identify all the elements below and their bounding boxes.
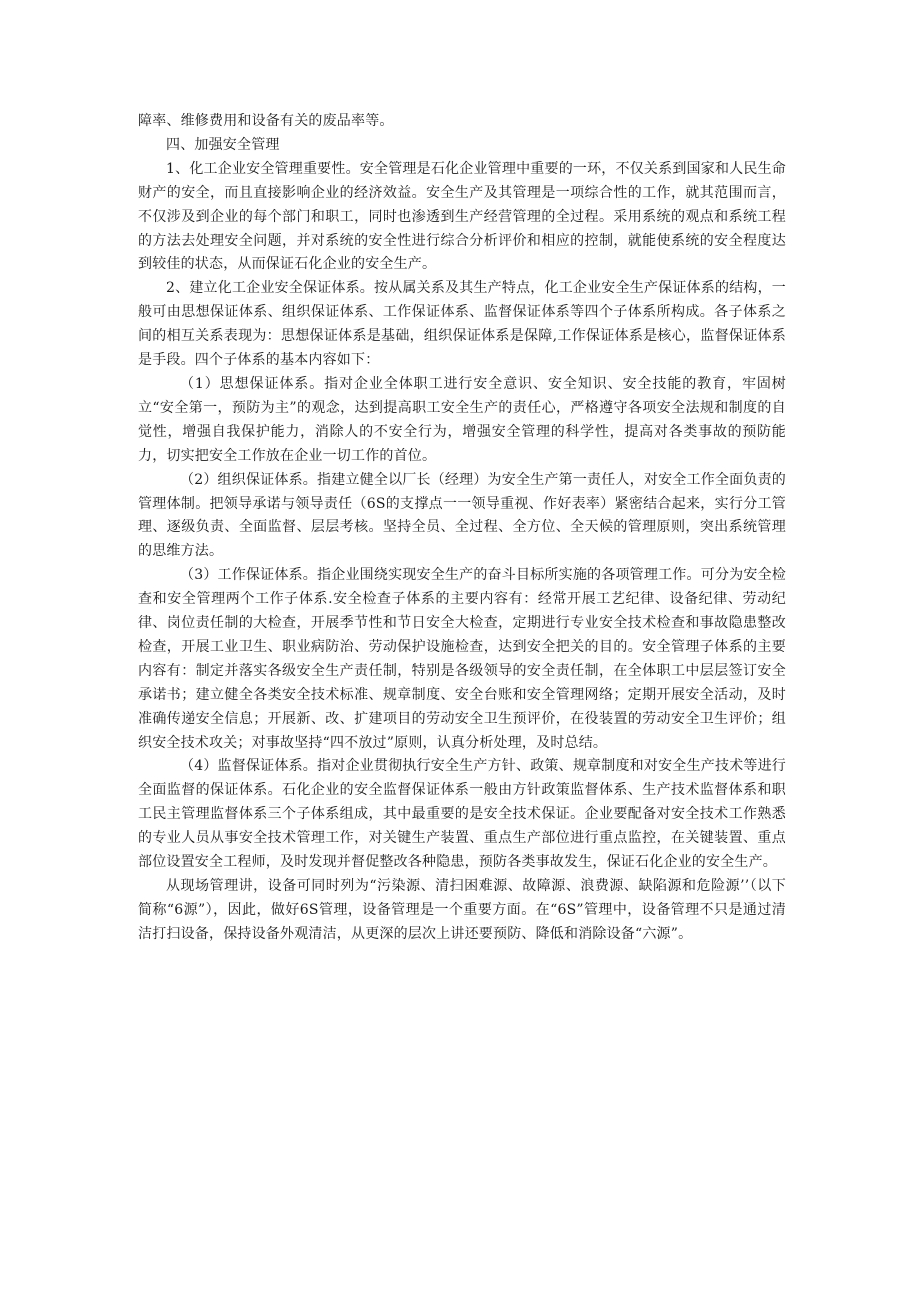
- paragraph-organizational-assurance: （2）组织保证体系。指建立健全以厂长（经理）为安全生产第一责任人，对安全工作全面负责的管理体制。把领导承诺与领导责任（6S的支撑点一一领导重视、作好表率）紧密结合起来，实行分工管理、逐级负责、全面监督、层层考核。坚持全员、全过程、全方位、全天候的管理原则，突出系统管理的思维方法。: [138, 471, 786, 560]
- document-body: [138, 110, 786, 947]
- paragraph-work-assurance: （3）工作保证体系。指企业围绕实现安全生产的奋斗目标所实施的各项管理工作。可分为安全检查和安全管理两个工作子体系.安全检查子体系的主要内容有：经常开展工艺纪律、设备纪律、劳动纪律、岗位责任制的大检查，开展季节性和节日安全大检查，定期进行专业安全技术检查和事故隐患整改检查，开展工业卫生、职业病防治、劳动保护设施检查，达到安全把关的目的。安全管理子体系的主要内容有：制定并落实各级安全生产责任制，特别是各级领导的安全责任制，在全体职工中层层签订安全承诺书；建立健全各类安全技术标准、规章制度、安全台账和安全管理网络；定期开展安全活动，及时准确传递安全信息；开展新、改、扩建项目的劳动安全卫生预评价，在役装置的劳动安全卫生评价；组织安全技术攻关；对事故坚持“四不放过”原则，认真分析处理，及时总结。: [138, 567, 786, 751]
- paragraph-supervision-assurance: （4）监督保证体系。指对企业贯彻执行安全生产方针、政策、规章制度和对安全生产技术等进行全面监督的保证体系。石化企业的安全监督保证体系一般由方针政策监督体系、生产技术监督体系和职工民主管理监督体系三个子体系组成，其中最重要的是安全技术保证。企业要配备对安全技术工作熟悉的专业人员从事安全技术管理工作，对关键生产装置、重点生产部位进行重点监控，在关键装置、重点部位设置安全工程师，及时发现并督促整改各种隐患，预防各类事故发生，保证石化企业的安全生产。: [138, 758, 786, 871]
- paragraph-continuation: 障率、维修费用和设备有关的废品率等。: [138, 113, 394, 129]
- paragraph-ideological-assurance: （1）思想保证体系。指对企业全体职工进行安全意识、安全知识、安全技能的教育，牢固树立“安全第一，预防为主”的观念，达到提高职工安全生产的责任心，严格遵守各项安全法规和制度的自觉性，增强自我保护能力，消除人的不安全行为，增强安全管理的科学性，提高对各类事故的预防能力，切实把安全工作放在企业一切工作的首位。: [138, 375, 786, 464]
- section-heading-safety-management: 四、加强安全管理: [166, 136, 280, 153]
- paragraph-equipment-six-sources: 从现场管理讲，设备可同时列为“污染源、清扫困难源、故障源、浪费源、缺陷源和危险源’’（以下简称“6源”），因此，做好6S管理，设备管理是一个重要方面。在“6S”管理中，设备管理不只是通过清洁打扫设备，保持设备外观清洁，从更深的层次上讲还要预防、降低和消除设备“六源”。: [138, 878, 786, 942]
- paragraph-safety-importance: 1、化工企业安全管理重要性。安全管理是石化企业管理中重要的一环，不仅关系到国家和人民生命财产的安全，而且直接影响企业的经济效益。安全生产及其管理是一项综合性的工作，就其范围而言，不仅涉及到企业的每个部门和职工，同时也渗透到生产经营管理的全过程。采用系统的观点和系统工程的方法去处理安全问题，并对系统的安全性进行综合分析评价和相应的控制，就能使系统的安全程度达到较佳的状态，从而保证石化企业的安全生产。: [138, 160, 786, 273]
- paragraph-safety-assurance-system: 2、建立化工企业安全保证体系。按从属关系及其生产特点，化工企业安全生产保证体系的结构，一般可由思想保证体系、组织保证体系、工作保证体系、监督保证体系等四个子体系所构成。各子体系之间的相互关系表现为：思想保证体系是基础，组织保证体系是保障,工作保证体系是核心，监督保证体系是手段。四个子体系的基本内容如下：: [138, 280, 786, 369]
